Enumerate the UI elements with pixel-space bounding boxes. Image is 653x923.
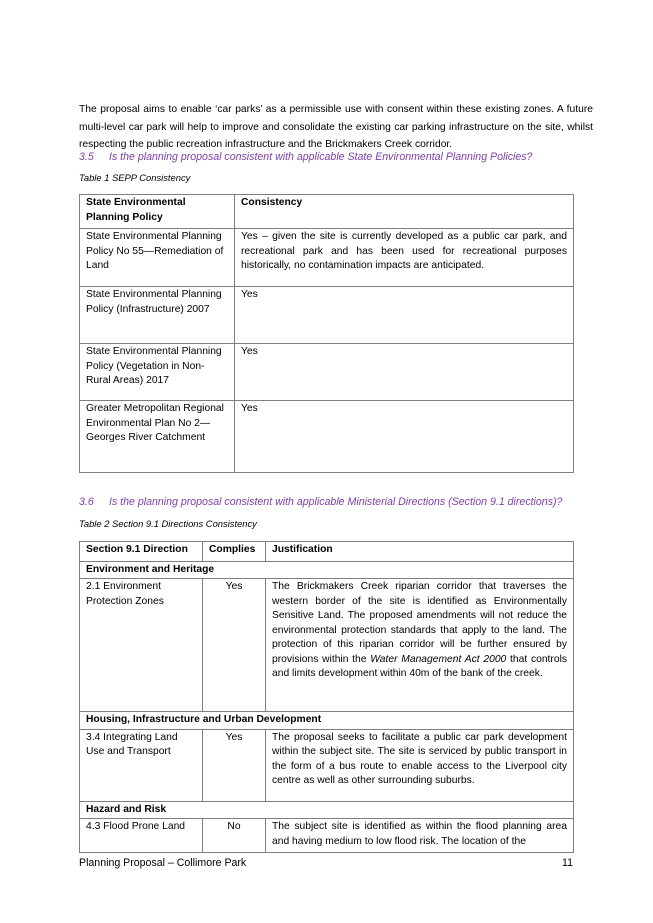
justification-cell: The Brickmakers Creek riparian corridor that traverses the western border of the site is identified as Environmentally Sensitive Land. The proposed amendments will not reduce the environmental protection standards that apply to the land. The protection of this riparian corridor will be further ensured by provisions within the Water Management Act 2000 that controls and limits development within 40m of the bank of the creek.: [266, 579, 574, 712]
table-row: [80, 729, 574, 801]
table-row: [80, 344, 574, 401]
policy-cell: State Environmental Planning Policy (Vegetation in Non-Rural Areas) 2017: [80, 344, 235, 401]
section-number: 3.5: [79, 151, 94, 163]
group-header-row: [80, 801, 574, 819]
group-heading: Housing, Infrastructure and Urban Development: [80, 712, 574, 730]
column-header: Complies: [203, 542, 266, 562]
table-row: [80, 819, 574, 853]
table-row: [80, 401, 574, 473]
consistency-cell: Yes: [235, 287, 574, 344]
group-heading: Environment and Heritage: [80, 561, 574, 579]
table-row: [80, 229, 574, 287]
complies-cell: No: [203, 819, 266, 853]
section-number: 3.6: [79, 496, 94, 508]
group-header-row: [80, 561, 574, 579]
policy-cell: State Environmental Planning Policy (Infrastructure) 2007: [80, 287, 235, 344]
section-3-6-heading: [79, 496, 562, 508]
consistency-cell: Yes: [235, 344, 574, 401]
sepp-consistency-table: [79, 194, 574, 473]
justification-cell: The proposal seeks to facilitate a public car park development within the subject site. The site is serviced by public transport in the form of a bus route to enable access to the Liverpool city centre as well as other surrounding suburbs.: [266, 729, 574, 801]
column-header: Section 9.1 Direction: [80, 542, 203, 562]
table-row: [80, 287, 574, 344]
page-number: 11: [562, 857, 573, 869]
section-title: Is the planning proposal consistent with applicable State Environmental Planning Policies?: [109, 151, 533, 163]
section-title: Is the planning proposal consistent with applicable Ministerial Directions (Section 9.1 directions)?: [109, 496, 563, 508]
complies-cell: Yes: [203, 729, 266, 801]
column-header: Justification: [266, 542, 574, 562]
table-2-caption: Table 2 Section 9.1 Directions Consistency: [79, 518, 257, 529]
table-header-row: [80, 542, 574, 562]
consistency-cell: Yes – given the site is currently developed as a public car park, and recreational park and has been used for recreational purposes historically, no contamination impacts are anticipated.: [235, 229, 574, 287]
page-footer: [79, 857, 573, 869]
table-row: [80, 579, 574, 712]
group-heading: Hazard and Risk: [80, 801, 574, 819]
intro-paragraph: The proposal aims to enable ‘car parks’ as a permissible use with consent within these existing zones. A future multi-level car park will help to improve and consolidate the existing car parking infrastructure on the site, whilst respecting the public recreation infrastructure and the Brickmakers Creek corridor.: [79, 104, 593, 151]
directions-consistency-table: [79, 541, 574, 853]
justification-cell: The subject site is identified as within the flood planning area and having medium to low flood risk. The location of the: [266, 819, 574, 853]
consistency-cell: Yes: [235, 401, 574, 473]
policy-cell: State Environmental Planning Policy No 55—Remediation of Land: [80, 229, 235, 287]
direction-cell: 4.3 Flood Prone Land: [80, 819, 203, 853]
table-header-row: [80, 195, 574, 229]
section-3-5-heading: [79, 151, 532, 163]
group-header-row: [80, 712, 574, 730]
complies-cell: Yes: [203, 579, 266, 712]
direction-cell: 3.4 Integrating Land Use and Transport: [80, 729, 203, 801]
column-header: Consistency: [235, 195, 574, 229]
column-header: State Environmental Planning Policy: [80, 195, 235, 229]
direction-cell: 2.1 Environment Protection Zones: [80, 579, 203, 712]
table-1-caption: Table 1 SEPP Consistency: [79, 172, 191, 183]
policy-cell: Greater Metropolitan Regional Environmental Plan No 2—Georges River Catchment: [80, 401, 235, 473]
footer-title: Planning Proposal – Collimore Park: [79, 857, 247, 869]
